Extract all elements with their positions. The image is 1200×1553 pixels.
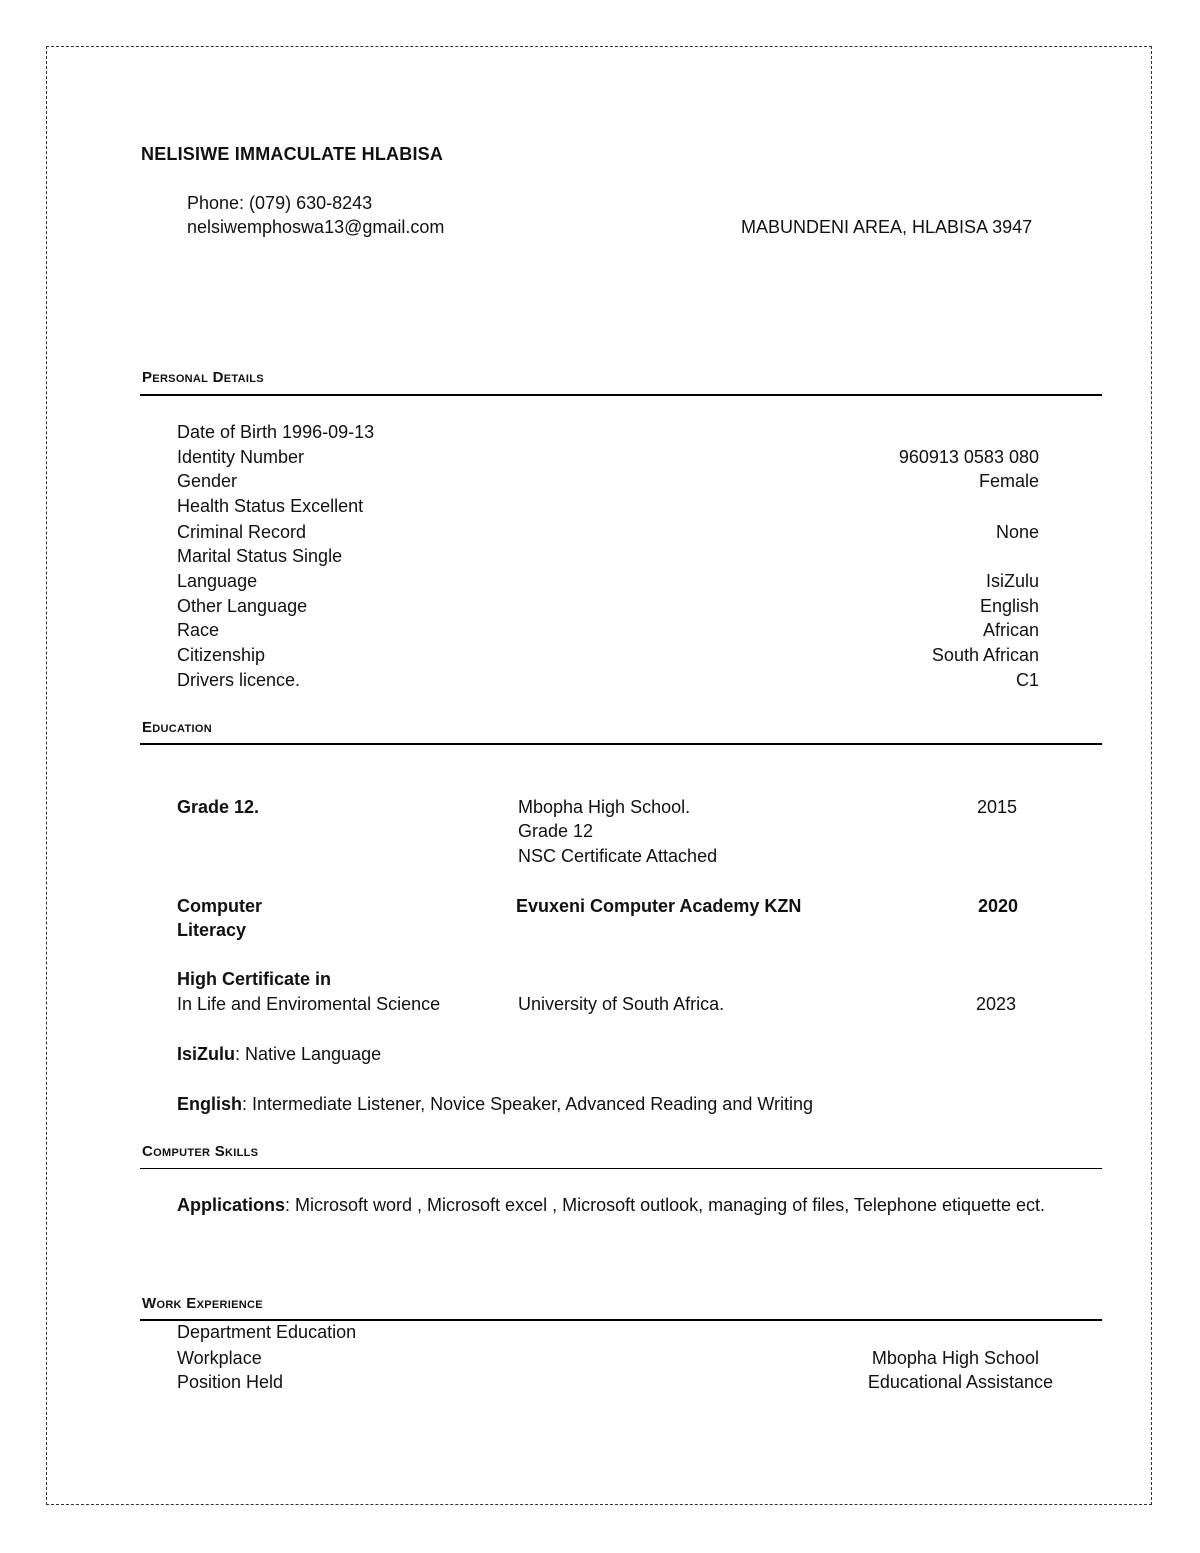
language-level: : Intermediate Listener, Novice Speaker, Advanced Reading and Writing	[242, 1094, 814, 1114]
personal-value: C1	[1015, 670, 1039, 690]
email-address: nelsiwemphoswa13@gmail.com	[187, 217, 445, 237]
personal-label: Date of Birth 1996-09-13	[177, 422, 375, 442]
personal-label: Gender	[177, 471, 238, 491]
section-title-computer-skills: Computer Skills	[142, 1143, 259, 1160]
personal-value: IsiZulu	[985, 571, 1039, 591]
section-computer-skills	[140, 1143, 1102, 1171]
personal-label: Marital Status Single	[177, 546, 343, 566]
language-english	[177, 1092, 813, 1116]
section-rule	[140, 1168, 1102, 1169]
education-institution: University of South Africa.	[518, 994, 725, 1014]
education-qualification: Computer	[177, 896, 262, 916]
personal-label: Health Status Excellent	[177, 496, 364, 516]
phone-number: Phone: (079) 630-8243	[187, 193, 373, 213]
personal-label: Identity Number	[177, 447, 305, 467]
work-value: Educational Assistance	[867, 1372, 1053, 1392]
postal-address: MABUNDENI AREA, HLABISA 3947	[741, 217, 1033, 237]
work-label: Position Held	[177, 1372, 284, 1392]
section-title-work: Work Experience	[142, 1295, 263, 1312]
work-value: Mbopha High School	[871, 1348, 1039, 1368]
education-detail: Grade 12	[518, 821, 594, 841]
section-title-personal: Personal Details	[142, 369, 264, 386]
education-institution: Evuxeni Computer Academy KZN	[516, 896, 802, 916]
personal-label: Race	[177, 620, 220, 640]
education-qualification: Grade 12.	[177, 797, 260, 817]
section-rule	[140, 394, 1102, 396]
education-qualification-detail: In Life and Enviromental Science	[177, 994, 441, 1014]
work-label: Workplace	[177, 1348, 262, 1368]
skills-label: Applications	[177, 1195, 286, 1215]
language-name: IsiZulu	[177, 1044, 235, 1064]
language-name: English	[177, 1094, 243, 1114]
page-border	[46, 46, 1152, 1505]
education-institution: Mbopha High School.	[518, 797, 691, 817]
personal-label: Citizenship	[177, 645, 266, 665]
skills-list: : Microsoft word , Microsoft excel , Microsoft outlook, managing of files, Telephone etiquette ect.	[285, 1195, 1046, 1215]
personal-label: Other Language	[177, 596, 308, 616]
language-isizulu	[177, 1042, 381, 1066]
section-work-experience	[140, 1295, 1102, 1323]
personal-label: Criminal Record	[177, 522, 307, 542]
personal-value: South African	[931, 645, 1039, 665]
education-year: 2020	[978, 896, 1019, 916]
education-year: 2023	[976, 994, 1017, 1014]
personal-label: Language	[177, 571, 258, 591]
personal-value: Female	[978, 471, 1039, 491]
personal-value: English	[979, 596, 1039, 616]
section-education	[140, 719, 1102, 747]
candidate-name: NELISIWE IMMACULATE HLABISA	[141, 144, 444, 164]
education-qualification: Literacy	[177, 920, 247, 940]
personal-value: 960913 0583 080	[898, 447, 1039, 467]
section-rule	[140, 743, 1102, 745]
personal-value: None	[995, 522, 1039, 542]
section-personal-details	[140, 369, 1102, 397]
education-detail: NSC Certificate Attached	[518, 846, 718, 866]
language-level: : Native Language	[235, 1044, 382, 1064]
work-department: Department Education	[177, 1322, 357, 1342]
personal-label: Drivers licence.	[177, 670, 301, 690]
education-qualification: High Certificate in	[177, 969, 332, 989]
computer-skills-applications	[177, 1193, 1045, 1217]
education-year: 2015	[977, 797, 1018, 817]
section-title-education: Education	[142, 719, 212, 736]
personal-value: African	[982, 620, 1039, 640]
